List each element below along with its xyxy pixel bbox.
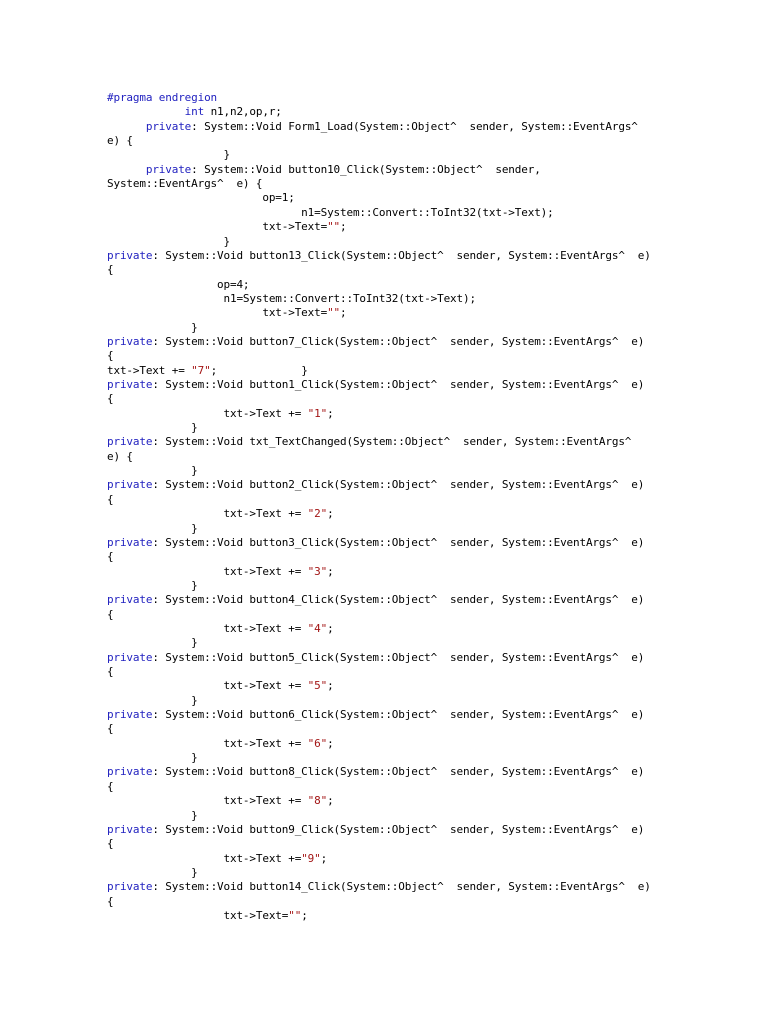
code-text: ; [327, 406, 334, 420]
code-text: txt->Text += [107, 363, 192, 377]
code-text: { [107, 492, 114, 506]
code-text: { [107, 607, 114, 621]
code-text: : System::Void txt_TextChanged(System::Object^ sender, System::EventArgs^ [152, 435, 632, 449]
code-line [107, 880, 651, 894]
code-line [107, 134, 133, 148]
code-text: e) { [107, 134, 133, 148]
code-text: { [107, 550, 114, 564]
code-text: { [107, 665, 114, 678]
code-line [107, 579, 198, 593]
code-line [107, 895, 113, 909]
code-line [107, 765, 644, 779]
code-line [107, 780, 113, 794]
code-string: "1" [307, 406, 328, 420]
code-text: } [107, 421, 198, 435]
code-text: { [107, 263, 114, 277]
code-line [107, 823, 644, 837]
code-line [107, 593, 644, 607]
code-line [107, 550, 113, 564]
code-text: : System::Void button1_Click(System::Object^ sender, System::EventArgs^ e) [152, 378, 645, 391]
code-line [107, 421, 198, 435]
code-text: txt->Text= [107, 306, 328, 320]
code-text [107, 105, 185, 118]
code-string: "7" [191, 363, 211, 377]
code-keyword: private [107, 650, 153, 664]
code-line [107, 148, 230, 162]
code-line [107, 392, 113, 406]
code-line [107, 852, 327, 866]
code-text: } [107, 865, 198, 879]
code-text: n1=System::Convert::ToInt32(txt->Text); [107, 291, 476, 305]
code-keyword: private [107, 535, 153, 549]
code-text: ; [301, 908, 308, 922]
code-directive: #pragma endregion [107, 91, 218, 104]
code-string: "2" [307, 507, 328, 521]
code-text: txt->Text= [107, 220, 328, 234]
code-string: "3" [307, 564, 328, 578]
code-line [107, 364, 308, 378]
code-keyword: private [107, 378, 153, 391]
code-line [107, 105, 282, 119]
code-text: txt->Text += [107, 507, 308, 521]
code-line [107, 493, 113, 507]
code-line [107, 91, 217, 105]
code-line [107, 708, 644, 722]
code-keyword: private [107, 334, 153, 348]
code-text: System::EventArgs^ e) { [107, 177, 263, 191]
code-line [107, 478, 644, 492]
code-line [107, 464, 198, 478]
code-line [107, 608, 113, 622]
code-text: : System::Void button6_Click(System::Object^ sender, System::EventArgs^ e) [152, 708, 645, 722]
code-text: } [107, 808, 198, 822]
code-string: "6" [307, 736, 328, 750]
code-line [107, 536, 644, 550]
code-line [107, 435, 631, 449]
code-text: ; [340, 306, 347, 320]
code-string: "9" [301, 851, 321, 865]
code-keyword: private [107, 593, 153, 607]
code-line [107, 163, 541, 177]
code-text: } [107, 521, 198, 535]
code-keyword: private [107, 765, 153, 779]
code-text: ; [327, 794, 334, 808]
code-text: } [107, 693, 198, 707]
code-line [107, 507, 334, 521]
code-line [107, 694, 198, 708]
code-line [107, 751, 198, 765]
code-line [107, 622, 334, 636]
code-line [107, 249, 651, 263]
code-line [107, 837, 113, 851]
code-line [107, 349, 113, 363]
code-text: txt->Text += [107, 621, 308, 635]
code-text: { [107, 894, 114, 908]
code-text: txt->Text += [107, 679, 308, 693]
code-string: "" [327, 306, 341, 320]
code-line [107, 665, 113, 679]
code-keyword: private [107, 478, 153, 492]
code-line [107, 651, 644, 665]
code-string: "" [288, 908, 302, 922]
code-line [107, 737, 334, 751]
code-text: : System::Void button5_Click(System::Object^ sender, System::EventArgs^ e) [152, 650, 645, 664]
code-text: txt->Text += [107, 564, 308, 578]
code-text: : System::Void button4_Click(System::Object^ sender, System::EventArgs^ e) [152, 593, 645, 607]
code-text: { [107, 349, 114, 363]
code-string: "" [327, 220, 341, 234]
code-text: : System::Void button14_Click(System::Object^ sender, System::EventArgs^ e) [152, 880, 651, 894]
code-text: } [107, 234, 230, 248]
code-text: } [107, 636, 198, 650]
code-text: ; [327, 507, 334, 521]
code-line [107, 263, 113, 277]
code-text: n1,n2,op,r; [204, 105, 282, 119]
code-line [107, 636, 198, 650]
code-text: : System::Void button7_Click(System::Object^ sender, System::EventArgs^ e) [152, 334, 645, 348]
code-keyword: int [184, 105, 205, 119]
code-line [107, 866, 198, 880]
code-string: "8" [307, 794, 328, 808]
code-line [107, 378, 644, 392]
code-text [107, 163, 146, 176]
code-line [107, 335, 644, 349]
code-keyword: private [107, 822, 153, 836]
code-line [107, 206, 554, 220]
code-text: { [107, 392, 114, 406]
code-text: ; [340, 220, 347, 234]
code-text: : System::Void button13_Click(System::Object^ sender, System::EventArgs^ e) [152, 248, 651, 262]
code-line [107, 407, 334, 421]
code-text: txt->Text += [107, 736, 308, 750]
code-text: : System::Void button9_Click(System::Object^ sender, System::EventArgs^ e) [152, 822, 645, 836]
code-text: } [107, 751, 198, 765]
code-text: : System::Void button8_Click(System::Object^ sender, System::EventArgs^ e) [152, 765, 645, 779]
code-text: ; [327, 621, 334, 635]
code-text: : System::Void button10_Click(System::Object^ sender, [191, 162, 541, 176]
code-text: txt->Text += [107, 794, 308, 808]
code-text: { [107, 722, 114, 736]
code-text: } [107, 578, 198, 592]
code-line [107, 177, 262, 191]
code-text: ; [320, 851, 328, 865]
code-text: { [107, 837, 114, 851]
code-text: e) { [107, 449, 133, 463]
code-keyword: private [107, 880, 153, 894]
code-line [107, 306, 347, 320]
code-text: op=1; [107, 191, 295, 205]
code-line [107, 809, 198, 823]
code-keyword: private [107, 248, 153, 262]
code-text [107, 120, 146, 133]
code-text: } [107, 320, 198, 334]
code-line [107, 522, 198, 536]
code-line [107, 450, 133, 464]
code-keyword: private [107, 435, 153, 449]
code-string: "5" [307, 679, 328, 693]
code-keyword: private [145, 162, 192, 176]
code-text: : System::Void button2_Click(System::Object^ sender, System::EventArgs^ e) [152, 478, 645, 492]
code-line [107, 120, 638, 134]
code-keyword: private [145, 119, 192, 133]
code-text: } [107, 464, 198, 478]
code-line [107, 220, 347, 234]
code-line [107, 321, 198, 335]
code-string: "4" [307, 621, 328, 635]
code-text: ; [327, 679, 334, 693]
code-keyword: private [107, 708, 153, 722]
code-line [107, 191, 295, 205]
code-text: n1=System::Convert::ToInt32(txt->Text); [107, 205, 554, 219]
code-text: txt->Text= [107, 908, 289, 922]
code-line [107, 235, 230, 249]
code-line [107, 565, 334, 579]
code-text: } [107, 148, 230, 162]
code-text: { [107, 779, 114, 793]
code-line [107, 722, 113, 736]
code-line [107, 909, 308, 923]
code-line [107, 278, 249, 292]
code-text: : System::Void Form1_Load(System::Object^ sender, System::EventArgs^ [191, 119, 638, 133]
code-text: ; [327, 564, 334, 578]
code-line [107, 679, 334, 693]
code-text: : System::Void button3_Click(System::Object^ sender, System::EventArgs^ e) [152, 535, 645, 549]
code-line [107, 794, 334, 808]
code-text: txt->Text += [107, 851, 302, 865]
code-line [107, 292, 476, 306]
code-text: txt->Text += [107, 406, 308, 420]
code-text: ; } [210, 363, 308, 377]
code-text: op=4; [107, 277, 250, 291]
code-text: ; [327, 736, 334, 750]
